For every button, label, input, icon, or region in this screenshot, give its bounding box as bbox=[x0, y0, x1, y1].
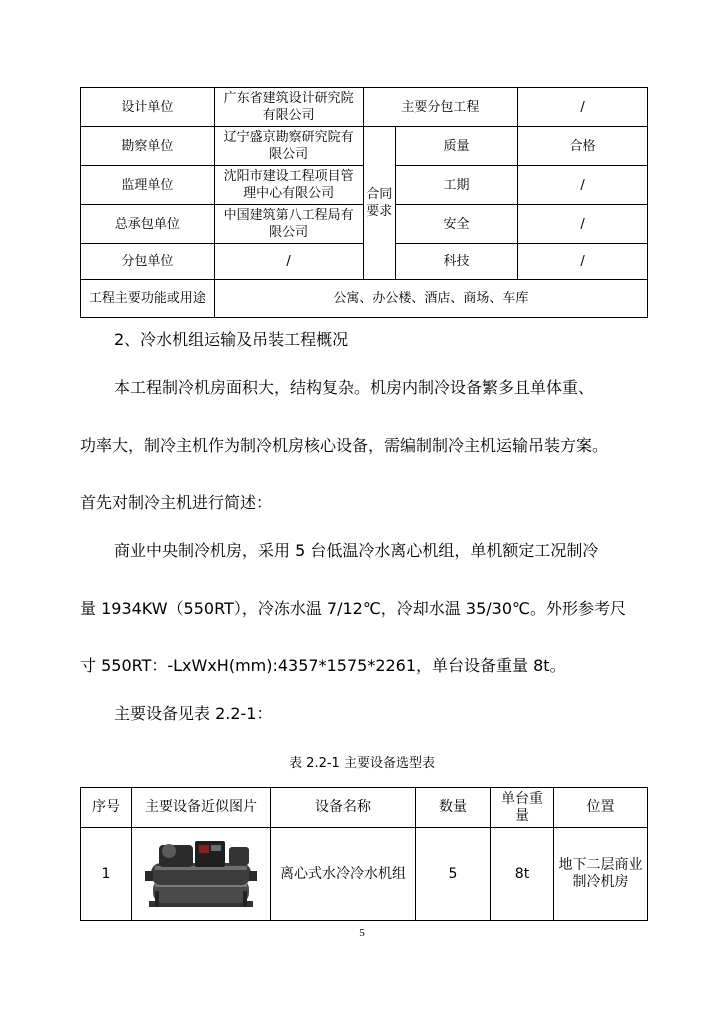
col-header-no: 序号 bbox=[81, 788, 132, 828]
function-label: 工程主要功能或用途 bbox=[81, 280, 215, 318]
schedule-label: 工期 bbox=[395, 166, 517, 205]
paragraph-line: 商业中央制冷机房，采用 5 台低温冷水离心机组，单机额定工况制冷 bbox=[114, 541, 599, 560]
paragraph-line: 量 1934KW（550RT），冷冻水温 7/12℃，冷却水温 35/30℃。外形参考尺 bbox=[80, 599, 626, 618]
equipment-table bbox=[80, 787, 648, 921]
chiller-image bbox=[132, 828, 271, 921]
paragraph-line: 首先对制冷主机进行简述： bbox=[80, 493, 273, 512]
function-value: 公寓、办公楼、酒店、商场、车库 bbox=[214, 280, 647, 318]
design-unit-label: 设计单位 bbox=[81, 88, 215, 127]
supervision-unit-label: 监理单位 bbox=[81, 166, 215, 205]
row-location: 地下二层商业制冷机房 bbox=[554, 828, 648, 921]
schedule-value: / bbox=[518, 166, 648, 205]
paragraph-line: 主要设备见表 2.2-1： bbox=[114, 704, 273, 723]
paragraph-line: 寸 550RT：-LxWxH(mm):4357*1575*2261，单台设备重量 8t。 bbox=[80, 656, 566, 675]
general-contractor-label: 总承包单位 bbox=[81, 205, 215, 244]
safety-label: 安全 bbox=[395, 205, 517, 244]
technology-label: 科技 bbox=[395, 244, 517, 280]
subcontractor-label: 分包单位 bbox=[81, 244, 215, 280]
table-header-row bbox=[81, 788, 648, 828]
chiller-icon bbox=[145, 835, 257, 913]
supervision-unit-value: 沈阳市建设工程项目管理中心有限公司 bbox=[214, 166, 363, 205]
section-heading: 2、冷水机组运输及吊装工程概况 bbox=[114, 330, 349, 349]
survey-unit-value: 辽宁盛京勘察研究院有限公司 bbox=[214, 127, 363, 166]
subcontract-label: 主要分包工程 bbox=[363, 88, 518, 127]
subcontract-value: / bbox=[518, 88, 648, 127]
paragraph-line: 本工程制冷机房面积大，结构复杂。机房内制冷设备繁多且单体重、 bbox=[114, 378, 595, 397]
safety-value: / bbox=[518, 205, 648, 244]
col-header-image: 主要设备近似图片 bbox=[132, 788, 271, 828]
survey-unit-label: 勘察单位 bbox=[81, 127, 215, 166]
table-caption: 表 2.2-1 主要设备选型表 bbox=[289, 756, 435, 771]
col-header-weight: 单台重量 bbox=[491, 788, 554, 828]
project-info-table bbox=[80, 87, 648, 318]
col-header-qty: 数量 bbox=[416, 788, 491, 828]
subcontractor-value: / bbox=[214, 244, 363, 280]
table-row bbox=[81, 828, 648, 921]
technology-value: / bbox=[518, 244, 648, 280]
table-row bbox=[81, 280, 648, 318]
row-quantity: 5 bbox=[416, 828, 491, 921]
design-unit-value: 广东省建筑设计研究院有限公司 bbox=[214, 88, 363, 127]
row-no: 1 bbox=[81, 828, 132, 921]
col-header-name: 设备名称 bbox=[271, 788, 416, 828]
row-weight: 8t bbox=[491, 828, 554, 921]
table-row bbox=[81, 88, 648, 127]
quality-label: 质量 bbox=[395, 127, 517, 166]
paragraph-line: 功率大，制冷主机作为制冷机房核心设备，需编制制冷主机运输吊装方案。 bbox=[80, 436, 609, 455]
quality-value: 合格 bbox=[518, 127, 648, 166]
general-contractor-value: 中国建筑第八工程局有限公司 bbox=[214, 205, 363, 244]
col-header-location: 位置 bbox=[554, 788, 648, 828]
table-row bbox=[81, 127, 648, 166]
page-number: 5 bbox=[359, 927, 365, 939]
contract-requirements-label: 合同要求 bbox=[363, 127, 395, 280]
row-equipment-name: 离心式水冷冷水机组 bbox=[271, 828, 416, 921]
